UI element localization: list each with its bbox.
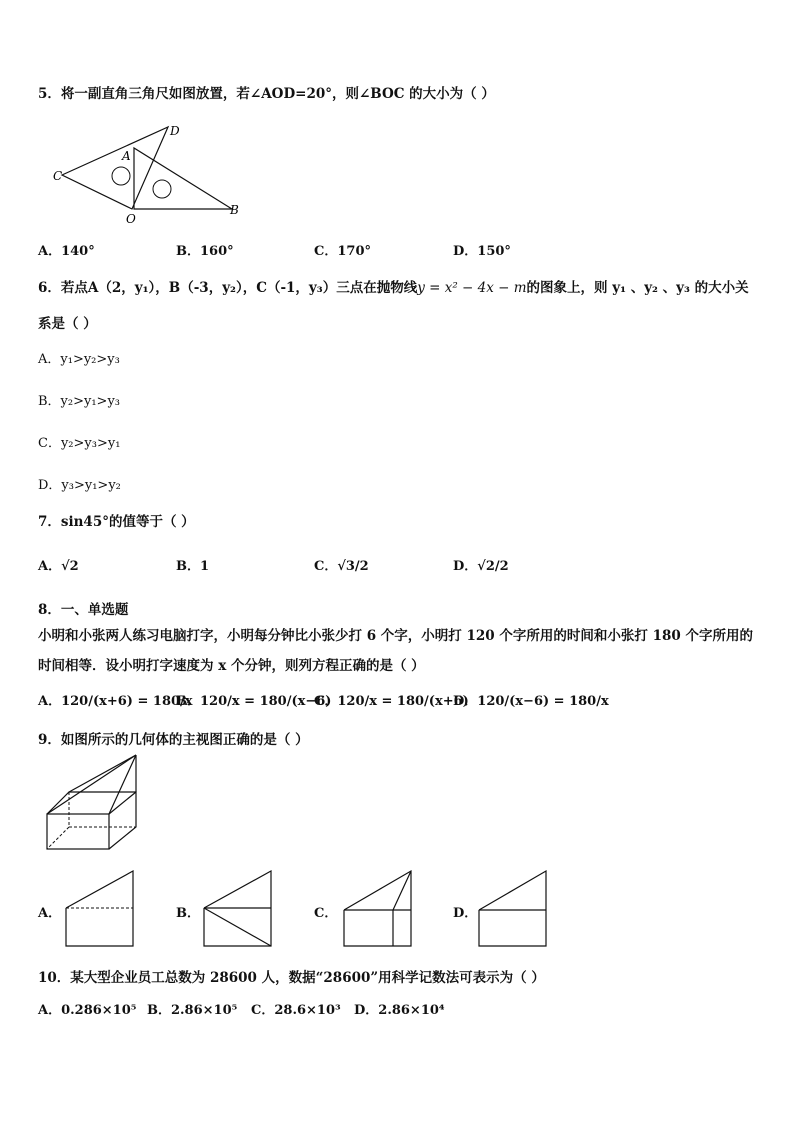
q8-line1: 小明和小张两人练习电脑打字，小明每分钟比小张少打 6 个字，小明打 120 个字所用的时间和小张打 180 个字所用的 (38, 628, 753, 644)
q10-option-c[interactable]: C．28.6×10³ (251, 1003, 341, 1018)
q5-option-b[interactable]: B．160° (176, 244, 234, 259)
q7-option-c[interactable]: C．√3/2 (314, 559, 369, 574)
label-C: C (53, 169, 63, 183)
q8-option-c[interactable]: C．120/x = 180/(x+6) (314, 694, 469, 709)
label-O: O (126, 212, 136, 226)
q10-option-d[interactable]: D．2.86×10⁴ (354, 1003, 445, 1018)
q9-option-b[interactable]: B． (176, 906, 200, 921)
q9-option-a[interactable]: A． (38, 906, 62, 921)
q6-equation: y = x² − 4x − m (417, 280, 527, 296)
q6-stem-line2: 系是（ ） (38, 316, 97, 332)
q6-option-a[interactable]: A．y₁>y₂>y₃ (38, 352, 120, 367)
q8-option-b[interactable]: B．120/x = 180/(x−6) (176, 694, 332, 709)
q8-line2: 时间相等．设小明打字速度为 x 个分钟，则列方程正确的是（ ） (38, 658, 425, 674)
q9-stem: 9．如图所示的几何体的主视图正确的是（ ） (38, 732, 309, 748)
label-B: B (230, 203, 239, 217)
q8-option-a[interactable]: A．120/(x+6) = 180/x (38, 694, 193, 709)
q10-option-a[interactable]: A．0.286×10⁵ (38, 1003, 137, 1018)
label-A: A (122, 149, 131, 163)
q5-option-d[interactable]: D．150° (453, 244, 511, 259)
q6-stem: 6．若点A（2，y₁），B（-3，y₂），C（-1，y₃）三点在抛物线y = x² − 4x − m的图象上，则 y₁ 、y₂ 、y₃ 的大小关 (38, 280, 749, 296)
label-D: D (170, 124, 180, 138)
q8-heading: 8．一、单选题 (38, 602, 129, 618)
q10-stem: 10．某大型企业员工总数为 28600 人，数据“28600”用科学记数法可表示为（ ） (38, 970, 545, 986)
q5-figure (50, 118, 250, 228)
q5-option-c[interactable]: C．170° (314, 244, 371, 259)
q7-option-a[interactable]: A．√2 (38, 559, 79, 574)
q6-option-b[interactable]: B．y₂>y₁>y₃ (38, 394, 121, 409)
q7-option-b[interactable]: B．1 (176, 559, 210, 574)
q5-option-a[interactable]: A．140° (38, 244, 95, 259)
q8-option-d[interactable]: D．120/(x−6) = 180/x (453, 694, 609, 709)
q9-option-c[interactable]: C． (314, 906, 338, 921)
q10-option-b[interactable]: B．2.86×10⁵ (147, 1003, 238, 1018)
q6-option-d[interactable]: D．y₃>y₁>y₂ (38, 478, 121, 493)
q9-option-c-view[interactable] (342, 868, 414, 950)
q7-option-d[interactable]: D．√2/2 (453, 559, 509, 574)
q9-option-a-view[interactable] (64, 868, 136, 950)
q9-solid-figure (44, 752, 144, 856)
q9-option-b-view[interactable] (202, 868, 274, 950)
q5-stem: 5．将一副直角三角尺如图放置，若∠AOD=20°，则∠BOC 的大小为（ ） (38, 86, 495, 102)
q6-option-c[interactable]: C．y₂>y₃>y₁ (38, 436, 121, 451)
q7-stem: 7．sin45°的值等于（ ） (38, 514, 195, 530)
q9-option-d-view[interactable] (477, 868, 549, 950)
q9-option-d[interactable]: D． (453, 906, 478, 921)
